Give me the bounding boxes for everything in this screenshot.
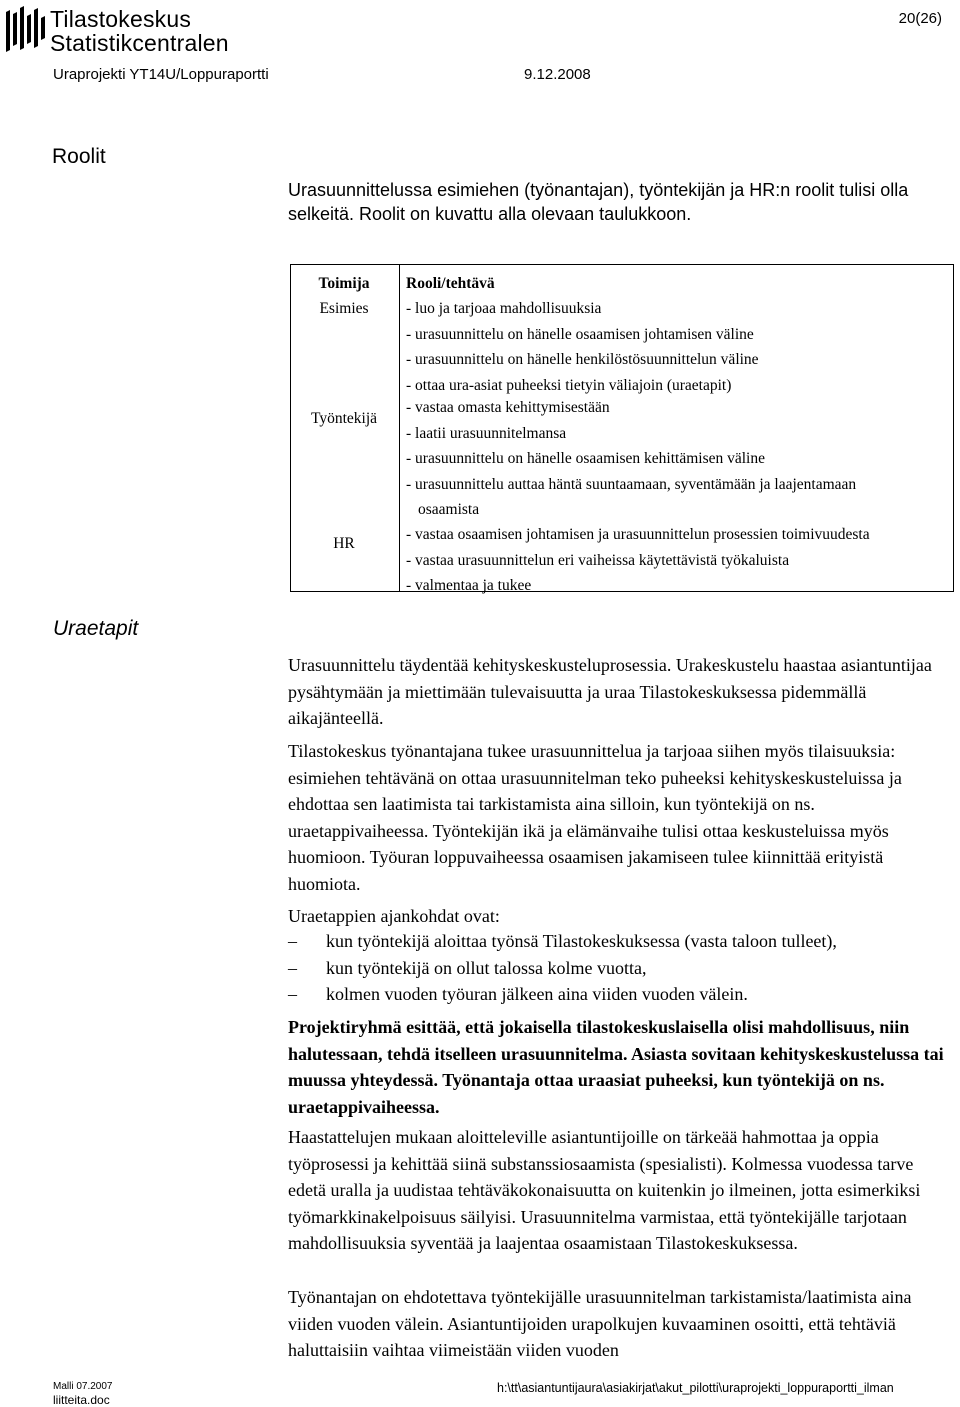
- table-actor-tyontekija: Työntekijä: [310, 410, 378, 427]
- dash-bullet-icon: –: [288, 984, 297, 1004]
- table-duty-item: - urasuunnittelu on hänelle henkilöstösuunnittelun väline: [406, 351, 759, 368]
- table-duty-item: - ottaa ura-asiat puheeksi tietyin väliajoin (uraetapit): [406, 376, 732, 394]
- dash-bullet-icon: –: [288, 931, 297, 951]
- table-duty-item: - vastaa osaamisen johtamisen ja urasuunnittelun prosessien toimivuudesta: [406, 526, 870, 543]
- roolit-intro: Urasuunnittelussa esimiehen (työnantajan), työntekijän ja HR:n roolit tulisi olla selkeitä. Roolit on kuvattu alla olevaan taulukkoon.: [288, 180, 909, 224]
- project-name: Uraprojekti YT14U/Loppuraportti: [53, 66, 269, 83]
- table-duty-item: - vastaa urasuunnittelun eri vaiheissa käytettävistä työkaluista: [406, 551, 790, 569]
- table-duties-hr: [406, 522, 951, 599]
- footer-file-path: h:\tt\asiantuntijaura\asiakirjat\akut_pilotti\uraprojekti_loppuraportti_ilman: [497, 1381, 894, 1395]
- table-duty-item: - urasuunnittelu auttaa häntä suuntaamaan, syventämään ja laajentamaan: [406, 475, 857, 493]
- page-number: 20(26): [898, 10, 942, 27]
- table-duty-item: - valmentaa ja tukee: [406, 577, 532, 594]
- table-duties-tyontekija: [406, 395, 951, 523]
- footer-template: Malli 07.2007: [53, 1381, 113, 1392]
- list-item-text: kun työntekijä on ollut talossa kolme vuotta,: [326, 957, 647, 978]
- paragraph-lead: Uraetappien ajankohdat ovat:: [288, 906, 500, 926]
- document-date: 9.12.2008: [524, 66, 591, 83]
- list-item: [288, 981, 950, 1008]
- org-logo: [4, 4, 244, 54]
- table-header-actor: Toimija: [318, 275, 370, 292]
- list-item: [288, 955, 950, 982]
- paragraph: Haastattelujen mukaan aloitteleville asiantuntijoille on tärkeää hahmottaa ja oppia työprosessi ja kehittää siinä substanssiosaamista (spesialisti). Kolmessa vuodessa tarve edetä uralla ja uudistaa tehtäväkokonaisuutta on kuitenkin jo ilmeinen, jotta esimerkiksi työmarkkinakelpoisuus säilyisi. Urasuunnitelma varmistaa, että työntekijälle tarjotaan mahdollisuuksia syventää ja laajentaa osaamistaan Tilastokeskuksessa.: [288, 1127, 921, 1253]
- section-heading-roolit: Roolit: [52, 145, 106, 168]
- paragraph: Tilastokeskus työnantajana tukee urasuunnittelua ja tarjoaa siihen myös tilaisuuksia: esimiehen tehtävänä on ottaa urasuunnitelman teko puheeksi kehityskeskusteluissa ja ehdottaa sen laatimista tai tarkistamista aina silloin, kun työntekijä on ns. uraetappivaiheessa. Työntekijän ikä ja elämänvaihe tulisi ottaa keskusteluissa myös huomioon. Työuran loppuvaiheessa osaamisen jakamiseen tulee kiinnittää erityistä huomiota.: [288, 741, 902, 894]
- table-duty-item: osaamista: [418, 501, 480, 518]
- list-item-text: kolmen vuoden työuran jälkeen aina viiden vuoden välein.: [326, 984, 748, 1004]
- org-name-swedish: Statistikcentralen: [50, 30, 229, 56]
- roles-table: [290, 264, 954, 592]
- table-duty-item: - laatii urasuunnitelmansa: [406, 424, 567, 442]
- tilastokeskus-logo-icon: [4, 4, 46, 54]
- table-duty-item: - vastaa omasta kehittymisestään: [406, 399, 610, 416]
- list-item-text: kun työntekijä aloittaa työnsä Tilastokeskuksessa (vasta taloon tulleet),: [326, 931, 837, 951]
- footer-file-name: liitteita.doc: [53, 1393, 110, 1407]
- table-duty-item: - urasuunnittelu on hänelle osaamisen kehittämisen väline: [406, 450, 765, 467]
- paragraph-bold: Projektiryhmä esittää, että jokaisella tilastokeskuslaisella olisi mahdollisuus, niin halutessaan, tehdä itselleen urasuunnitelma. Asiasta sovitaan kehityskeskustelussa tai muussa yhteydessä. Työnantaja ottaa uraasiat puheeksi, kun työntekijä on ns. uraetappivaiheessa.: [288, 1017, 944, 1117]
- list-item: [288, 928, 950, 955]
- table-duties-esimies: [406, 296, 951, 398]
- table-actor-hr: HR: [333, 535, 355, 552]
- table-duty-item: - urasuunnittelu on hänelle osaamisen johtamisen väline: [406, 325, 754, 343]
- bullet-list: [288, 928, 950, 1008]
- table-duty-item: - luo ja tarjoaa mahdollisuuksia: [406, 300, 602, 317]
- section-heading-uraetapit: Uraetapit: [53, 617, 139, 640]
- table-actor-esimies: Esimies: [319, 300, 369, 317]
- dash-bullet-icon: –: [288, 957, 297, 978]
- paragraph: Urasuunnittelu täydentää kehityskeskusteluprosessia. Urakeskustelu haastaa asiantuntijaa pysähtymään ja miettimään tulevaisuutta ja uraa Tilastokeskuksessa pidemmällä aikajänteellä.: [288, 655, 932, 728]
- table-header-duty: Rooli/tehtävä: [406, 275, 495, 292]
- paragraph: Työnantajan on ehdotettava työntekijälle urasuunnitelman tarkistamista/laatimista aina viiden vuoden välein. Asiantuntijoiden urapolkujen kuvaaminen osoitti, että tehtäviä haluttaisiin vaihtaa viimeistään viiden vuoden: [288, 1287, 912, 1360]
- org-name-finnish: Tilastokeskus: [50, 6, 192, 32]
- table-column-divider: [399, 265, 400, 591]
